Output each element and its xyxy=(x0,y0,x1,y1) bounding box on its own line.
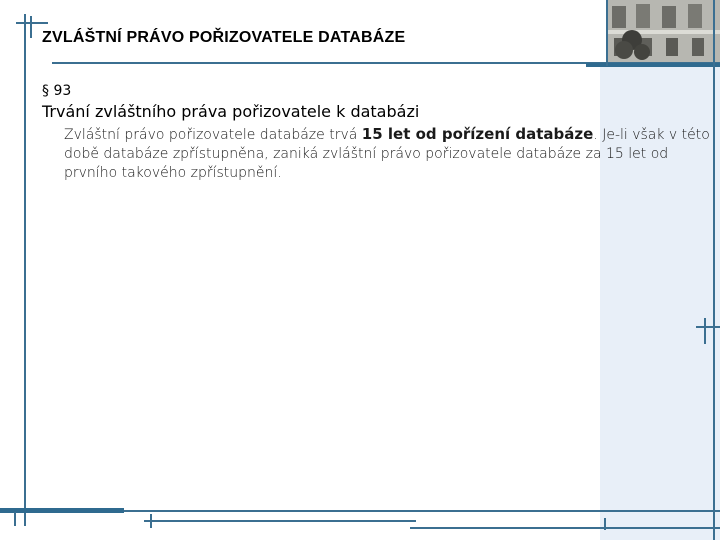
photo-left-line xyxy=(606,0,608,66)
bottom-mid-tick-v xyxy=(150,514,152,528)
bottom-line-3 xyxy=(410,527,720,529)
bottom-line-2 xyxy=(144,520,416,522)
left-vertical-line xyxy=(24,14,26,526)
section-number: § 93 xyxy=(42,83,72,99)
bottom-left-tick-v xyxy=(14,512,16,526)
slide-content xyxy=(42,82,710,183)
building-photo xyxy=(606,0,720,62)
bottom-right-tick-v xyxy=(604,518,606,530)
paragraph-part2: . Je-li však v této době databáze zpřístupněna, zaniká zvláštní právo pořizovatele databáze za 15 let od prvního takového zpřístupnění. xyxy=(64,127,710,181)
paragraph-part1: Zvláštní právo pořizovatele databáze trvá xyxy=(64,127,362,143)
section-title: Trvání zvláštního práva pořizovatele k databázi xyxy=(42,102,420,121)
top-left-tick-v xyxy=(30,16,32,38)
bottom-line-1 xyxy=(124,510,720,512)
right-vertical-line xyxy=(713,0,715,540)
right-tick-v xyxy=(704,318,706,344)
slide-title: ZVLÁŠTNÍ PRÁVO POŘIZOVATELE DATABÁZE xyxy=(42,29,406,46)
paragraph xyxy=(64,125,714,183)
right-tick-h xyxy=(696,326,720,328)
bottom-thick-bar xyxy=(0,508,124,513)
top-left-tick-h xyxy=(16,22,48,24)
paragraph-emphasis: 15 let od pořízení databáze xyxy=(361,125,594,143)
